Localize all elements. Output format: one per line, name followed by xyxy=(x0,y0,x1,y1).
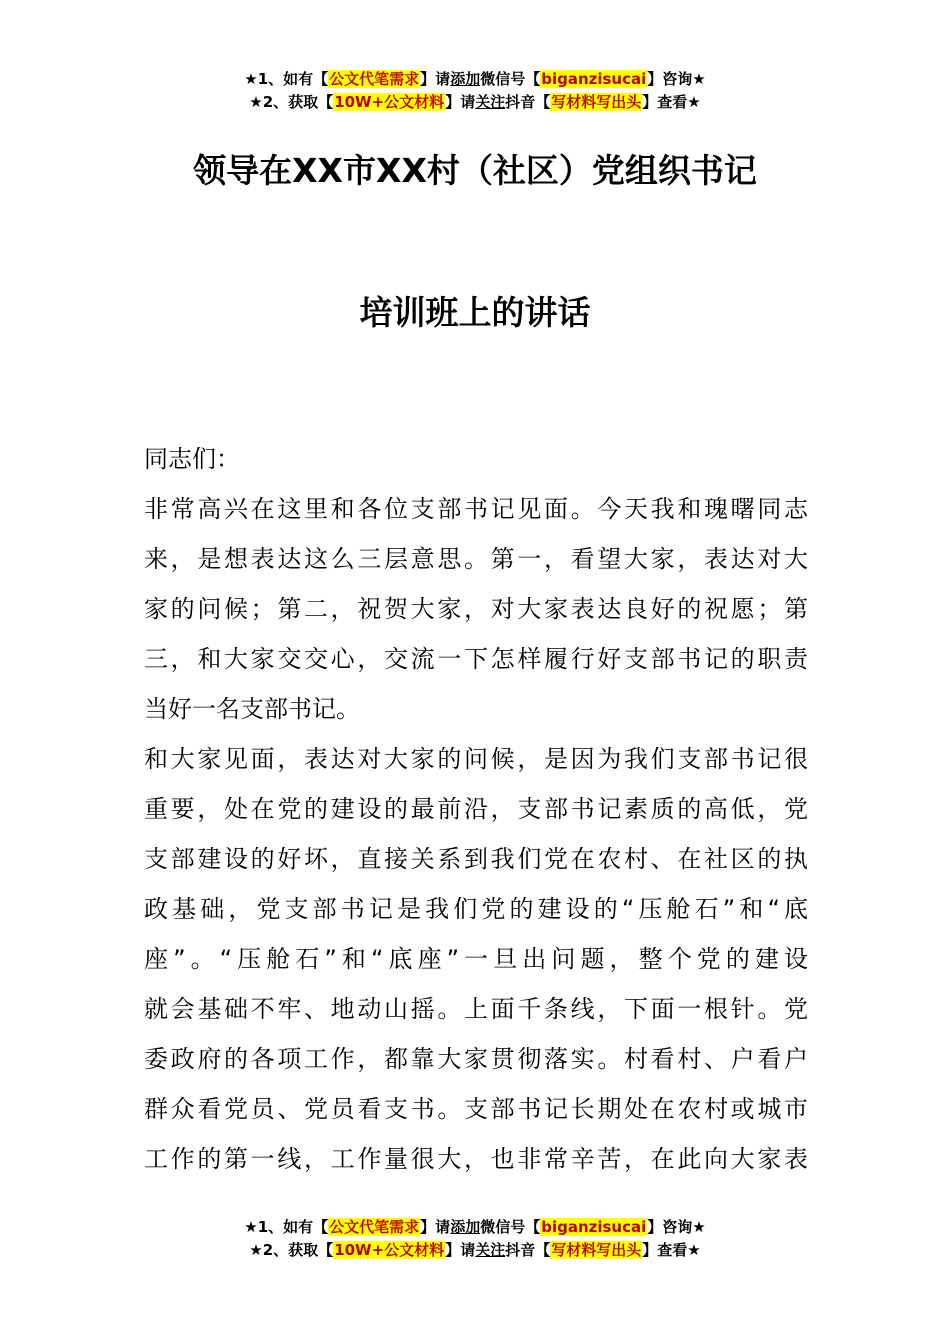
text-line: 和大家见面，表达对大家的问候，是因为我们支部书记很 xyxy=(144,745,808,773)
banner-text: 】请 xyxy=(420,1218,451,1236)
banner-highlight: biganzisucai xyxy=(541,1218,647,1236)
text-line: 支部建设的好坏，直接关系到我们党在农村、在社区的执 xyxy=(144,845,808,873)
text-line: 家的问候；第二，祝贺大家，对大家表达良好的祝愿；第 xyxy=(144,595,808,623)
banner-text: 】查看★ xyxy=(642,93,701,111)
banner-text: 】请 xyxy=(445,1241,476,1259)
banner-underline: 关注 xyxy=(475,1241,506,1259)
text-line: 政基础，党支部书记是我们党的建设的“压舱石”和“底 xyxy=(144,895,808,923)
banner-text: 】请 xyxy=(420,70,451,88)
banner-highlight: 10W+公文材料 xyxy=(334,93,445,111)
banner-line-2 xyxy=(0,1239,950,1262)
text-line: 当好一名支部书记。 xyxy=(144,695,360,723)
banner-text: ★1、如有【 xyxy=(244,1218,329,1236)
text-line: 座”。“压舱石”和“底座”一旦出问题，整个党的建设 xyxy=(144,945,808,973)
banner-highlight: 公文代笔需求 xyxy=(329,1218,420,1236)
text-line: 群众看党员、党员看支书。支部书记长期处在农村或城市 xyxy=(144,1095,808,1123)
paragraph-2 xyxy=(144,734,808,1184)
banner-highlight: 公文代笔需求 xyxy=(329,70,420,88)
banner-text: 】请 xyxy=(445,93,476,111)
banner-underline: 添加 xyxy=(450,70,481,88)
text-line: 同志们： xyxy=(144,445,240,473)
banner-text: 微信号【 xyxy=(480,70,541,88)
banner-text: 】咨询★ xyxy=(647,70,706,88)
text-line: 重要，处在党的建设的最前沿，支部书记素质的高低，党 xyxy=(144,795,808,823)
text-line: 工作的第一线，工作量很大，也非常辛苦，在此向大家表 xyxy=(144,1145,808,1173)
banner-text: ★2、获取【 xyxy=(249,93,334,111)
banner-highlight: 写材料写出头 xyxy=(551,93,642,111)
text-line: 委政府的各项工作，都靠大家贯彻落实。村看村、户看户 xyxy=(144,1045,808,1073)
banner-highlight: 写材料写出头 xyxy=(551,1241,642,1259)
footer-banner xyxy=(0,1216,950,1262)
text-line: 非常高兴在这里和各位支部书记见面。今天我和瑰曙同志 xyxy=(144,495,808,523)
text-line: 三，和大家交交心，交流一下怎样履行好支部书记的职责 xyxy=(144,645,808,673)
banner-underline: 关注 xyxy=(475,93,506,111)
banner-text: ★2、获取【 xyxy=(249,1241,334,1259)
header-banner xyxy=(0,68,950,114)
banner-text: 抖音【 xyxy=(505,93,551,111)
banner-text: ★1、如有【 xyxy=(244,70,329,88)
document-title-line-1: 领导在XX市XX村（社区）党组织书记 xyxy=(193,151,757,190)
paragraph-1 xyxy=(144,484,808,734)
banner-text: 】查看★ xyxy=(642,1241,701,1259)
banner-line-2 xyxy=(0,91,950,114)
document-title-line-2: 培训班上的讲话 xyxy=(359,293,591,332)
banner-line-1 xyxy=(0,1216,950,1239)
document-body xyxy=(144,434,808,1184)
banner-highlight: biganzisucai xyxy=(541,70,647,88)
banner-text: 微信号【 xyxy=(480,1218,541,1236)
salutation xyxy=(144,434,808,484)
banner-underline: 添加 xyxy=(450,1218,481,1236)
text-line: 就会基础不牢、地动山摇。上面千条线，下面一根针。党 xyxy=(144,995,808,1023)
banner-text: 抖音【 xyxy=(505,1241,551,1259)
banner-text: 】咨询★ xyxy=(647,1218,706,1236)
banner-line-1 xyxy=(0,68,950,91)
text-line: 来，是想表达这么三层意思。第一，看望大家，表达对大 xyxy=(144,545,808,573)
banner-highlight: 10W+公文材料 xyxy=(334,1241,445,1259)
